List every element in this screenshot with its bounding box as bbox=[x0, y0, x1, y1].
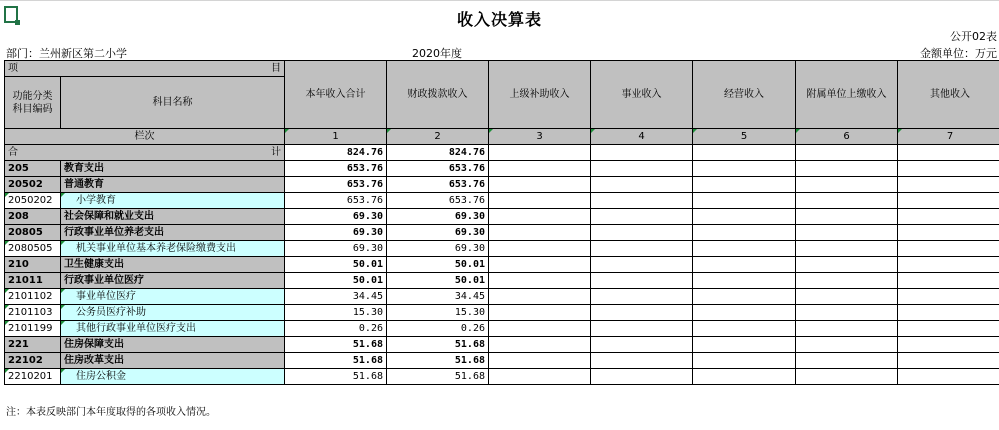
col-number-2[interactable]: 2 bbox=[387, 129, 489, 145]
col-header-3[interactable]: 上级补助收入 bbox=[489, 61, 591, 129]
value-cell-col-3[interactable] bbox=[489, 353, 591, 369]
value-cell-col-1[interactable]: 69.30 bbox=[285, 241, 387, 257]
subject-name-cell[interactable] bbox=[61, 321, 285, 337]
total-value-3[interactable] bbox=[489, 145, 591, 161]
total-value-2[interactable]: 824.76 bbox=[387, 145, 489, 161]
value-cell-col-4[interactable] bbox=[591, 369, 693, 385]
value-cell-col-1[interactable]: 0.26 bbox=[285, 321, 387, 337]
col-number-1[interactable]: 1 bbox=[285, 129, 387, 145]
table-row bbox=[5, 369, 999, 385]
value-cell-col-5[interactable] bbox=[693, 273, 796, 289]
value-cell-col-3[interactable] bbox=[489, 225, 591, 241]
subject-name: 机关事业单位基本养老保险缴费支出 bbox=[76, 242, 236, 254]
value-cell-col-6[interactable] bbox=[796, 193, 898, 209]
subject-name-cell[interactable] bbox=[61, 177, 285, 193]
footnote: 注：本表反映部门本年度取得的各项收入情况。 bbox=[6, 407, 216, 418]
value-cell-col-4[interactable] bbox=[591, 241, 693, 257]
subject-code-cell[interactable]: 221 bbox=[5, 337, 61, 353]
table-row bbox=[5, 289, 999, 305]
subject-name-cell[interactable] bbox=[61, 273, 285, 289]
value-cell-col-3[interactable] bbox=[489, 241, 591, 257]
table-row bbox=[5, 241, 999, 257]
subject-name: 住房公积金 bbox=[76, 370, 126, 382]
value-cell-col-3[interactable] bbox=[489, 257, 591, 273]
table-row bbox=[5, 353, 999, 369]
value-cell-col-5[interactable] bbox=[693, 337, 796, 353]
value-cell-col-6[interactable] bbox=[796, 337, 898, 353]
subject-code-cell[interactable]: 205 bbox=[5, 161, 61, 177]
code-header[interactable]: 功能分类 科目编码 bbox=[5, 77, 61, 129]
value-cell-col-5[interactable] bbox=[693, 369, 796, 385]
subject-name: 教育支出 bbox=[64, 162, 104, 174]
col-header-6[interactable]: 附属单位上缴收入 bbox=[796, 61, 898, 129]
value-cell-col-7[interactable] bbox=[898, 177, 999, 193]
value-cell-col-3[interactable] bbox=[489, 161, 591, 177]
total-value-4[interactable] bbox=[591, 145, 693, 161]
row-number-label[interactable]: 栏次 bbox=[5, 129, 285, 145]
value-cell-col-7[interactable] bbox=[898, 321, 999, 337]
value-cell-col-4[interactable] bbox=[591, 257, 693, 273]
subject-code-cell[interactable]: 210 bbox=[5, 257, 61, 273]
value-cell-col-5[interactable] bbox=[693, 321, 796, 337]
value-cell-col-3[interactable] bbox=[489, 209, 591, 225]
value-cell-col-7[interactable] bbox=[898, 305, 999, 321]
year-label: 2020年度 bbox=[412, 47, 462, 60]
value-cell-col-6[interactable] bbox=[796, 289, 898, 305]
col-number-5[interactable]: 5 bbox=[693, 129, 796, 145]
total-label-cell[interactable] bbox=[5, 145, 285, 161]
value-cell-col-2[interactable]: 69.30 bbox=[387, 225, 489, 241]
total-value-6[interactable] bbox=[796, 145, 898, 161]
col-header-1[interactable]: 本年收入合计 bbox=[285, 61, 387, 129]
value-cell-col-6[interactable] bbox=[796, 209, 898, 225]
total-label-left: 合 bbox=[8, 146, 18, 158]
subject-name-cell[interactable] bbox=[61, 369, 285, 385]
value-cell-col-7[interactable] bbox=[898, 193, 999, 209]
item-header-cell[interactable] bbox=[5, 61, 285, 77]
value-cell-col-7[interactable] bbox=[898, 241, 999, 257]
value-cell-col-4[interactable] bbox=[591, 321, 693, 337]
value-cell-col-2[interactable]: 51.68 bbox=[387, 353, 489, 369]
value-cell-col-6[interactable] bbox=[796, 225, 898, 241]
value-cell-col-5[interactable] bbox=[693, 225, 796, 241]
subject-code-cell[interactable]: 2050202 bbox=[5, 193, 61, 209]
value-cell-col-4[interactable] bbox=[591, 193, 693, 209]
value-cell-col-1[interactable]: 69.30 bbox=[285, 225, 387, 241]
value-cell-col-2[interactable]: 653.76 bbox=[387, 177, 489, 193]
value-cell-col-2[interactable]: 15.30 bbox=[387, 305, 489, 321]
total-value-7[interactable] bbox=[898, 145, 999, 161]
value-cell-col-3[interactable] bbox=[489, 305, 591, 321]
value-cell-col-1[interactable]: 653.76 bbox=[285, 177, 387, 193]
value-cell-col-4[interactable] bbox=[591, 305, 693, 321]
value-cell-col-2[interactable]: 34.45 bbox=[387, 289, 489, 305]
value-cell-col-5[interactable] bbox=[693, 161, 796, 177]
subject-name: 普通教育 bbox=[64, 178, 104, 190]
value-cell-col-5[interactable] bbox=[693, 257, 796, 273]
value-cell-col-4[interactable] bbox=[591, 161, 693, 177]
value-cell-col-2[interactable]: 653.76 bbox=[387, 161, 489, 177]
page-title: 收入决算表 bbox=[456, 10, 542, 29]
value-cell-col-1[interactable]: 69.30 bbox=[285, 209, 387, 225]
value-cell-col-6[interactable] bbox=[796, 241, 898, 257]
value-cell-col-1[interactable]: 50.01 bbox=[285, 273, 387, 289]
subject-name-cell[interactable] bbox=[61, 257, 285, 273]
subject-name-cell[interactable] bbox=[61, 353, 285, 369]
department-label: 部门：兰州新区第二小学 bbox=[6, 47, 127, 60]
subject-name: 住房改革支出 bbox=[64, 354, 124, 366]
subject-code-cell[interactable]: 22102 bbox=[5, 353, 61, 369]
col-number-4[interactable]: 4 bbox=[591, 129, 693, 145]
col-number-3[interactable]: 3 bbox=[489, 129, 591, 145]
value-cell-col-3[interactable] bbox=[489, 193, 591, 209]
total-row bbox=[5, 145, 999, 161]
value-cell-col-1[interactable]: 15.30 bbox=[285, 305, 387, 321]
table-row bbox=[5, 321, 999, 337]
value-cell-col-4[interactable] bbox=[591, 273, 693, 289]
subject-name: 事业单位医疗 bbox=[76, 290, 136, 302]
subject-name: 行政事业单位养老支出 bbox=[64, 226, 164, 238]
value-cell-col-6[interactable] bbox=[796, 161, 898, 177]
name-header[interactable]: 科目名称 bbox=[61, 77, 285, 129]
subject-name-cell[interactable] bbox=[61, 289, 285, 305]
value-cell-col-1[interactable]: 51.68 bbox=[285, 369, 387, 385]
value-cell-col-5[interactable] bbox=[693, 177, 796, 193]
item-header-right: 目 bbox=[271, 62, 281, 74]
value-cell-col-2[interactable]: 51.68 bbox=[387, 369, 489, 385]
value-cell-col-5[interactable] bbox=[693, 353, 796, 369]
column-number-row bbox=[5, 129, 999, 145]
subject-name-cell[interactable] bbox=[61, 241, 285, 257]
value-cell-col-3[interactable] bbox=[489, 177, 591, 193]
value-cell-col-1[interactable]: 50.01 bbox=[285, 257, 387, 273]
col-header-5[interactable]: 经营收入 bbox=[693, 61, 796, 129]
value-cell-col-3[interactable] bbox=[489, 369, 591, 385]
value-cell-col-6[interactable] bbox=[796, 321, 898, 337]
value-cell-col-6[interactable] bbox=[796, 257, 898, 273]
value-cell-col-7[interactable] bbox=[898, 273, 999, 289]
col-header-4[interactable]: 事业收入 bbox=[591, 61, 693, 129]
value-cell-col-4[interactable] bbox=[591, 337, 693, 353]
subject-name: 社会保障和就业支出 bbox=[64, 210, 154, 222]
value-cell-col-2[interactable]: 69.30 bbox=[387, 209, 489, 225]
table-row bbox=[5, 209, 999, 225]
value-cell-col-3[interactable] bbox=[489, 337, 591, 353]
table-row bbox=[5, 225, 999, 241]
value-cell-col-6[interactable] bbox=[796, 273, 898, 289]
col-header-2[interactable]: 财政拨款收入 bbox=[387, 61, 489, 129]
value-cell-col-7[interactable] bbox=[898, 353, 999, 369]
value-cell-col-2[interactable]: 50.01 bbox=[387, 257, 489, 273]
value-cell-col-5[interactable] bbox=[693, 193, 796, 209]
value-cell-col-2[interactable]: 69.30 bbox=[387, 241, 489, 257]
subject-name: 行政事业单位医疗 bbox=[64, 274, 144, 286]
value-cell-col-3[interactable] bbox=[489, 289, 591, 305]
value-cell-col-2[interactable]: 50.01 bbox=[387, 273, 489, 289]
col-header-7[interactable]: 其他收入 bbox=[898, 61, 999, 129]
value-cell-col-6[interactable] bbox=[796, 305, 898, 321]
value-cell-col-7[interactable] bbox=[898, 161, 999, 177]
item-header-left: 项 bbox=[8, 62, 18, 74]
subject-code-cell[interactable]: 2101103 bbox=[5, 305, 61, 321]
value-cell-col-1[interactable]: 51.68 bbox=[285, 337, 387, 353]
subject-name-cell[interactable] bbox=[61, 209, 285, 225]
subject-code-cell[interactable]: 208 bbox=[5, 209, 61, 225]
subject-name-cell[interactable] bbox=[61, 161, 285, 177]
value-cell-col-2[interactable]: 653.76 bbox=[387, 193, 489, 209]
col-number-7[interactable]: 7 bbox=[898, 129, 999, 145]
subject-name: 住房保障支出 bbox=[64, 338, 124, 350]
value-cell-col-4[interactable] bbox=[591, 289, 693, 305]
value-cell-col-2[interactable]: 0.26 bbox=[387, 321, 489, 337]
subject-name-cell[interactable] bbox=[61, 225, 285, 241]
header-row-1 bbox=[5, 61, 999, 77]
value-cell-col-7[interactable] bbox=[898, 337, 999, 353]
total-label-right: 计 bbox=[271, 146, 281, 158]
subject-name-cell[interactable] bbox=[61, 337, 285, 353]
table-row bbox=[5, 305, 999, 321]
value-cell-col-5[interactable] bbox=[693, 209, 796, 225]
value-cell-col-4[interactable] bbox=[591, 177, 693, 193]
subject-code-cell[interactable]: 2210201 bbox=[5, 369, 61, 385]
table-row bbox=[5, 273, 999, 289]
value-cell-col-1[interactable]: 653.76 bbox=[285, 193, 387, 209]
table-row bbox=[5, 193, 999, 209]
subject-name: 公务员医疗补助 bbox=[76, 306, 146, 318]
income-table bbox=[4, 60, 999, 385]
value-cell-col-3[interactable] bbox=[489, 273, 591, 289]
value-cell-col-1[interactable]: 653.76 bbox=[285, 161, 387, 177]
value-cell-col-6[interactable] bbox=[796, 353, 898, 369]
value-cell-col-4[interactable] bbox=[591, 209, 693, 225]
value-cell-col-3[interactable] bbox=[489, 321, 591, 337]
value-cell-col-1[interactable]: 51.68 bbox=[285, 353, 387, 369]
total-value-1[interactable]: 824.76 bbox=[285, 145, 387, 161]
value-cell-col-6[interactable] bbox=[796, 369, 898, 385]
subject-name: 其他行政事业单位医疗支出 bbox=[76, 322, 196, 334]
total-value-5[interactable] bbox=[693, 145, 796, 161]
subject-name: 小学教育 bbox=[76, 194, 116, 206]
subject-name-cell[interactable] bbox=[61, 193, 285, 209]
value-cell-col-5[interactable] bbox=[693, 305, 796, 321]
value-cell-col-4[interactable] bbox=[591, 225, 693, 241]
subject-code-cell[interactable]: 21011 bbox=[5, 273, 61, 289]
subject-code-cell[interactable]: 2101102 bbox=[5, 289, 61, 305]
form-number: 公开02表 bbox=[950, 30, 997, 43]
subject-name: 卫生健康支出 bbox=[64, 258, 124, 270]
col-number-6[interactable]: 6 bbox=[796, 129, 898, 145]
value-cell-col-7[interactable] bbox=[898, 369, 999, 385]
value-cell-col-6[interactable] bbox=[796, 177, 898, 193]
value-cell-col-4[interactable] bbox=[591, 353, 693, 369]
table-row bbox=[5, 161, 999, 177]
subject-code-cell[interactable]: 20502 bbox=[5, 177, 61, 193]
top-border bbox=[0, 0, 999, 1]
subject-code-cell[interactable]: 2101199 bbox=[5, 321, 61, 337]
subject-code-cell[interactable]: 2080505 bbox=[5, 241, 61, 257]
subject-code-cell[interactable]: 20805 bbox=[5, 225, 61, 241]
value-cell-col-7[interactable] bbox=[898, 257, 999, 273]
subject-name-cell[interactable] bbox=[61, 305, 285, 321]
table-row bbox=[5, 257, 999, 273]
value-cell-col-7[interactable] bbox=[898, 209, 999, 225]
table-row bbox=[5, 337, 999, 353]
table-row bbox=[5, 177, 999, 193]
value-cell-col-7[interactable] bbox=[898, 289, 999, 305]
value-cell-col-7[interactable] bbox=[898, 225, 999, 241]
unit-label: 金额单位：万元 bbox=[920, 47, 997, 60]
value-cell-col-1[interactable]: 34.45 bbox=[285, 289, 387, 305]
value-cell-col-2[interactable]: 51.68 bbox=[387, 337, 489, 353]
value-cell-col-5[interactable] bbox=[693, 289, 796, 305]
value-cell-col-5[interactable] bbox=[693, 241, 796, 257]
